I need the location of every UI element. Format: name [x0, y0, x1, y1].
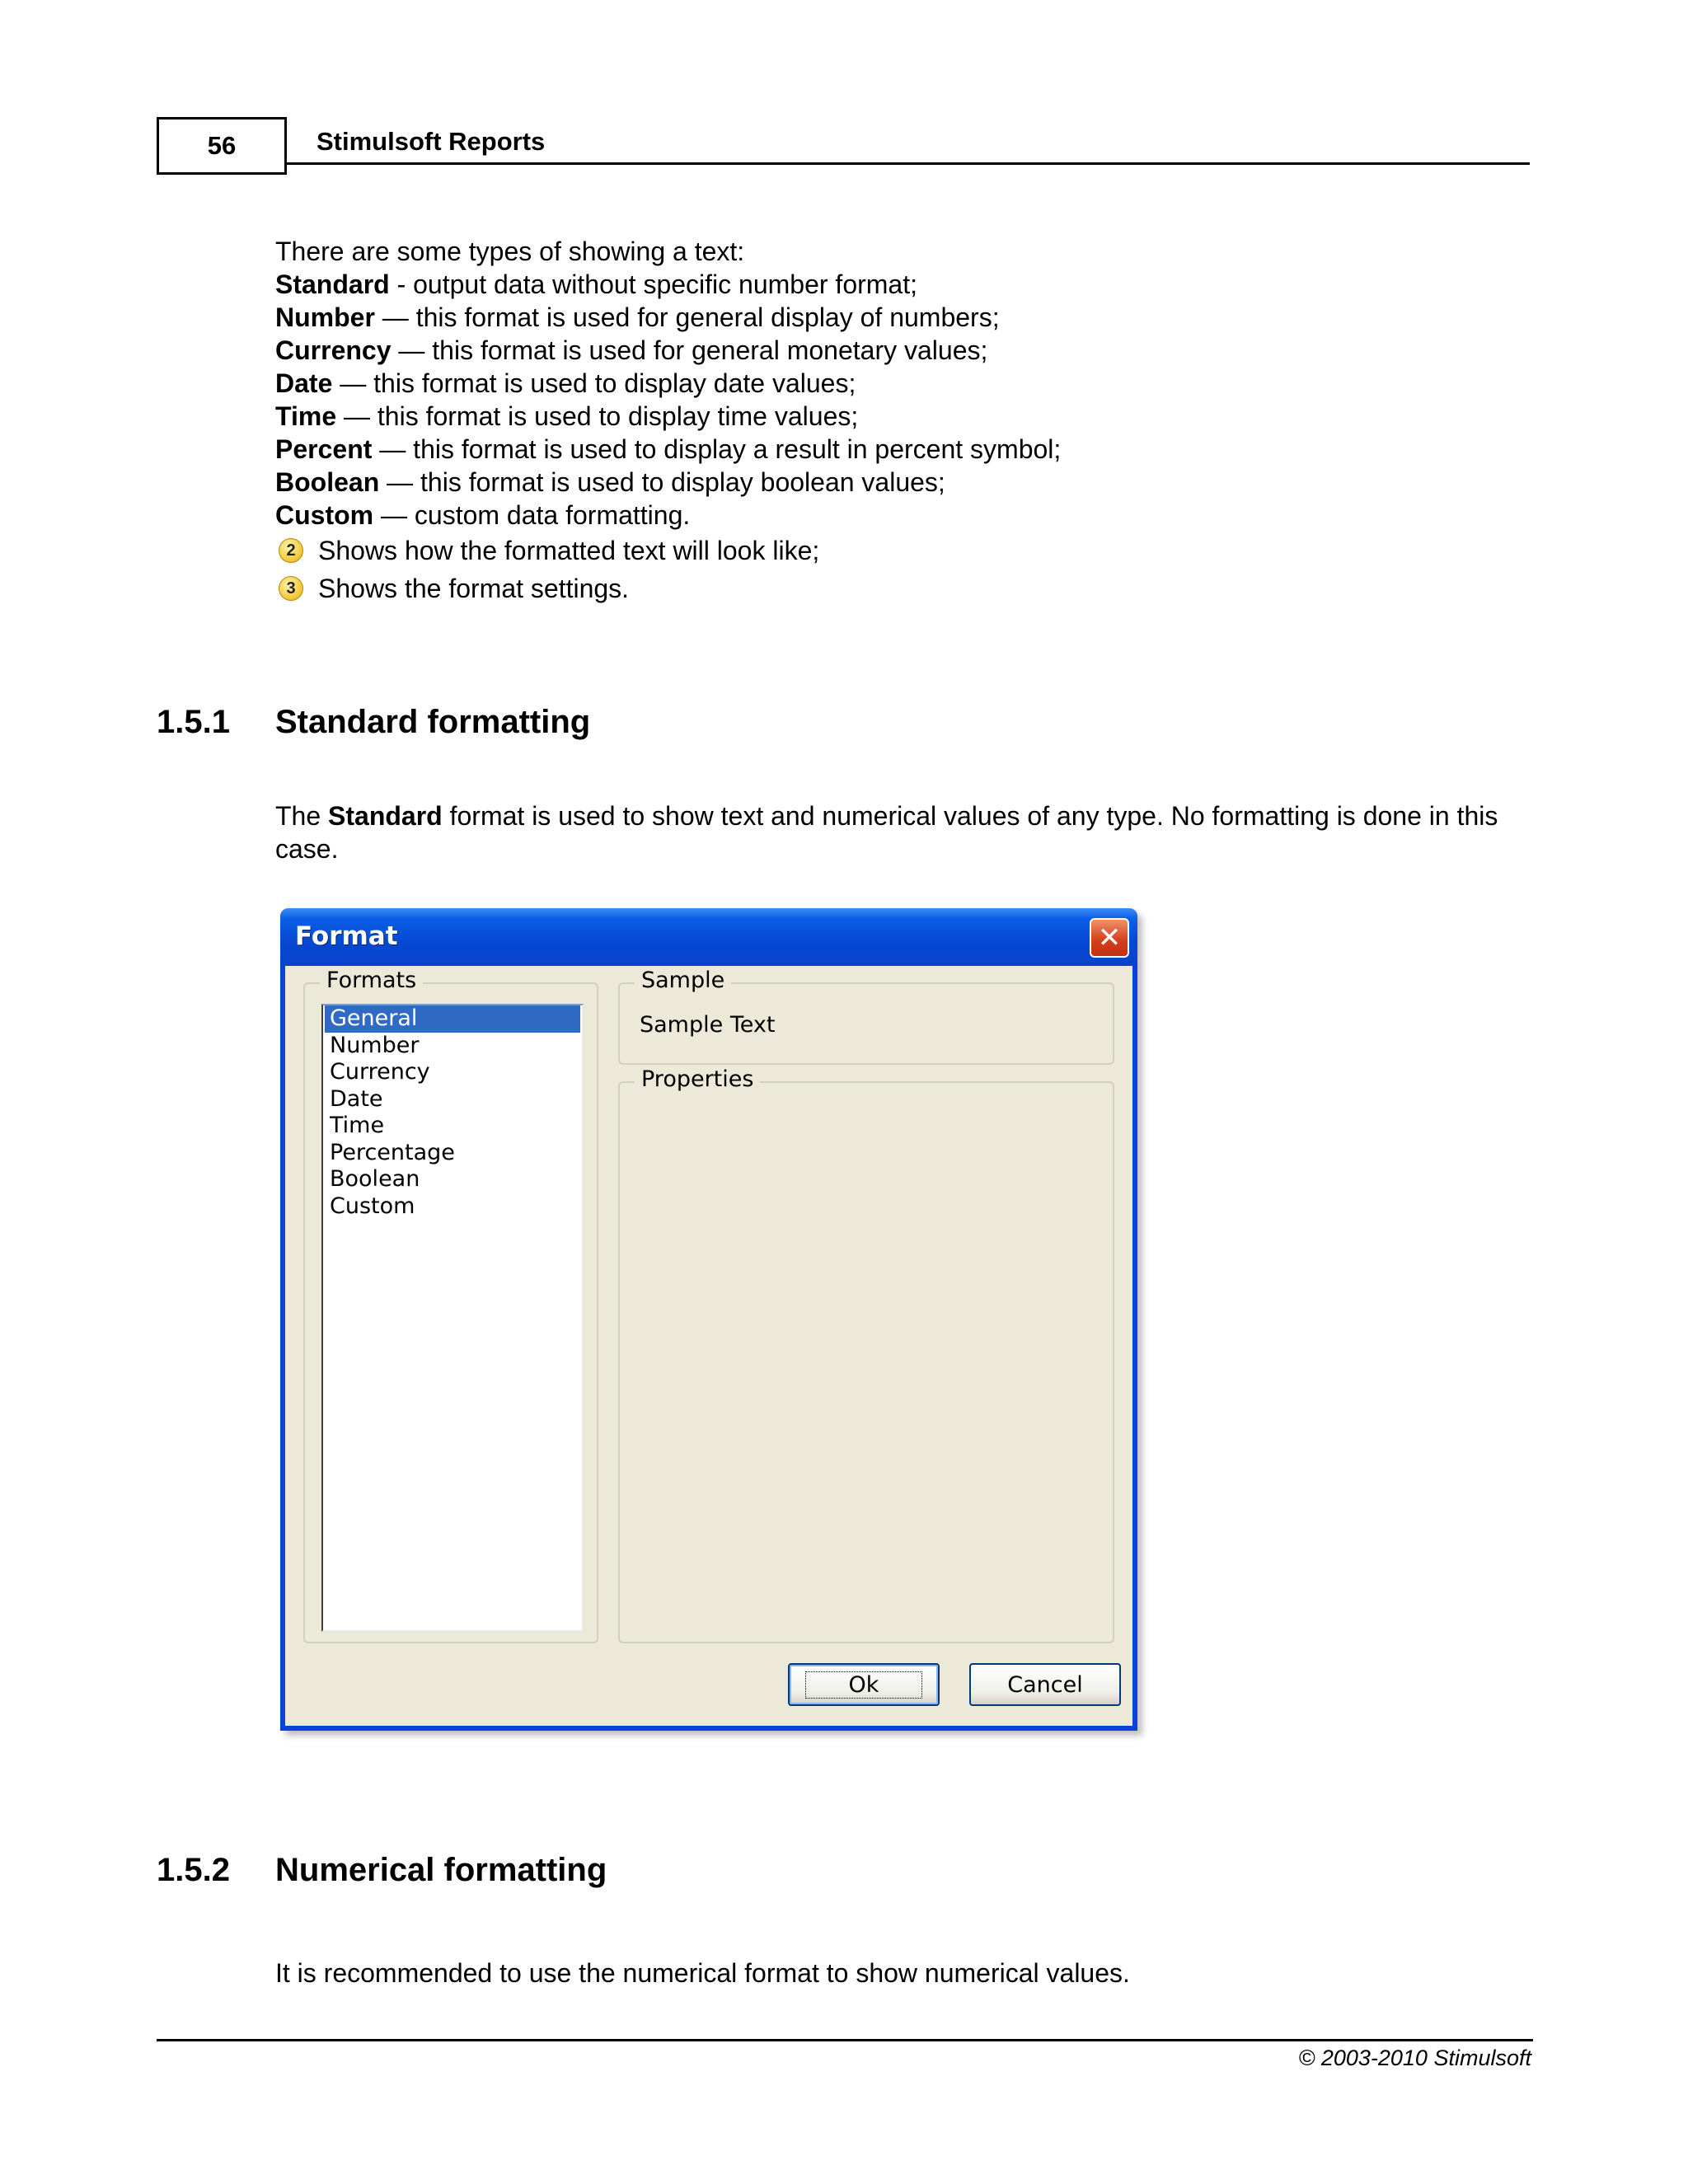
para-bold-term: Standard — [328, 801, 443, 831]
sample-text: Sample Text — [640, 1012, 776, 1038]
footer-rule — [157, 2039, 1533, 2041]
format-line-custom — [275, 499, 1061, 532]
format-term: Custom — [275, 500, 374, 530]
numbered-callout-icon: 2 — [279, 538, 303, 563]
format-line-date — [275, 367, 1061, 400]
formats-groupbox — [303, 968, 598, 1643]
properties-groupbox — [618, 1066, 1114, 1643]
callout-settings — [275, 569, 1061, 607]
list-item[interactable]: Number — [330, 1032, 420, 1058]
format-line-percent — [275, 433, 1061, 466]
cancel-button[interactable]: Cancel — [969, 1663, 1121, 1706]
format-desc: — this format is used to display a result in percent symbol; — [372, 434, 1062, 464]
format-term: Time — [275, 401, 337, 431]
format-term: Standard — [275, 269, 390, 299]
format-desc: — this format is used to display time values; — [336, 401, 859, 431]
section-paragraph — [275, 799, 1528, 865]
sample-groupbox — [618, 968, 1114, 1065]
format-desc: — this format is used to display date values; — [332, 368, 856, 398]
section-number: 1.5.1 — [157, 704, 230, 740]
format-desc: — custom data formatting. — [373, 500, 691, 530]
format-desc: — this format is used for general display of numbers; — [374, 302, 1000, 332]
formats-listbox[interactable] — [321, 1004, 584, 1632]
format-line-number — [275, 301, 1061, 334]
intro-block — [275, 235, 1061, 607]
format-term: Boolean — [275, 467, 380, 497]
ok-button[interactable] — [788, 1663, 940, 1706]
section-title: Standard formatting — [275, 704, 591, 740]
para-suffix: format is used to show text and numerical values of any type. No formatting is done in this case. — [275, 801, 1498, 864]
section-title: Numerical formatting — [275, 1852, 607, 1888]
header-title: Stimulsoft Reports — [316, 127, 546, 156]
format-desc: — this format is used for general monetary values; — [391, 335, 988, 365]
list-item[interactable]: Percentage — [330, 1139, 455, 1165]
dialog-title: Format — [295, 921, 398, 951]
callout-text: Shows how the formatted text will look like; — [318, 536, 820, 565]
format-line-boolean — [275, 466, 1061, 499]
list-item[interactable]: Time — [330, 1113, 385, 1138]
format-line-currency — [275, 334, 1061, 367]
intro-lead: There are some types of showing a text: — [275, 237, 745, 266]
ok-button-label: Ok — [805, 1671, 923, 1699]
format-desc: — this format is used to display boolean values; — [379, 467, 945, 497]
section-number: 1.5.2 — [157, 1852, 230, 1888]
list-item[interactable]: Boolean — [330, 1166, 420, 1192]
footer-copyright: © 2003-2010 Stimulsoft — [1298, 2046, 1531, 2070]
list-item[interactable]: Date — [330, 1085, 383, 1112]
list-item[interactable]: Currency — [330, 1059, 430, 1085]
formats-label: Formats — [320, 968, 423, 993]
sample-label: Sample — [635, 968, 731, 993]
page-number: 56 — [157, 117, 287, 175]
format-term: Number — [275, 302, 375, 332]
format-term: Currency — [275, 335, 392, 365]
callout-text: Shows the format settings. — [318, 574, 630, 603]
format-dialog — [280, 908, 1137, 1731]
format-line-standard — [275, 268, 1061, 301]
section-paragraph: It is recommended to use the numerical format to show numerical values. — [275, 1958, 1130, 1988]
format-term: Percent — [275, 434, 373, 464]
para-prefix: The — [275, 801, 329, 831]
header-rule — [287, 162, 1530, 165]
properties-label: Properties — [635, 1066, 760, 1092]
format-line-time — [275, 400, 1061, 433]
dialog-titlebar[interactable] — [280, 908, 1137, 966]
format-desc: - output data without specific number format; — [389, 269, 917, 299]
close-icon[interactable]: ✕ — [1090, 918, 1129, 958]
format-term: Date — [275, 368, 333, 398]
callout-sample — [275, 532, 1061, 569]
list-item[interactable]: General — [325, 1005, 580, 1033]
numbered-callout-icon: 3 — [279, 576, 303, 601]
list-item[interactable]: Custom — [330, 1193, 415, 1219]
